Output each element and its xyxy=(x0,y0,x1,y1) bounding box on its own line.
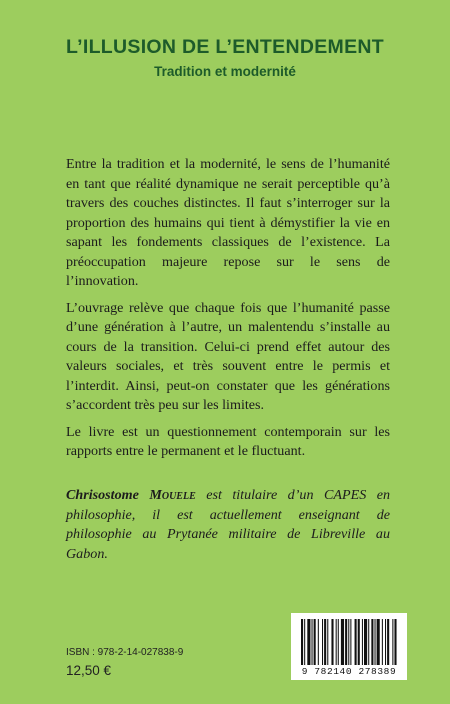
isbn-label: ISBN : 978-2-14-027838-9 xyxy=(66,647,184,658)
barcode-bar xyxy=(385,619,386,665)
barcode-bar xyxy=(368,619,369,665)
summary-paragraph-3: Le livre est un questionnement contemporain sur les rapports entre le permanent et le fluctuant. xyxy=(66,423,390,459)
barcode-bar xyxy=(307,619,310,665)
author-bio xyxy=(66,486,390,564)
book-subtitle: Tradition et modernité xyxy=(154,64,296,79)
barcode-bar xyxy=(375,619,376,665)
barcode-bar xyxy=(314,619,316,665)
barcode-bar xyxy=(336,619,337,665)
barcode-bar xyxy=(338,619,339,665)
back-cover-summary xyxy=(66,155,390,469)
author-bio-text: est titulaire d’un CAPES en philosophie, il est actuellement enseignant de philosophie au Prytanée militaire de Libreville au Gabon. xyxy=(66,487,390,562)
summary-paragraph-1: Entre la tradition et la modernité, le sens de l’humanité en tant que réalité dynamique ne serait perceptible qu’à travers des couches distinctes. Il faut s’interroger sur la proportion des humains qui tient à démystifier la vie en sapant les fondements classiques de l’existence. La préoccupation majeure repose sur le sens de l’innovation. xyxy=(66,156,390,289)
barcode-bar xyxy=(341,619,344,665)
barcode-bar xyxy=(312,619,313,665)
author-last-name: Mouele xyxy=(149,487,196,503)
barcode-bar xyxy=(387,619,389,665)
barcode-panel xyxy=(291,613,407,680)
barcode-bar xyxy=(322,619,323,665)
author-first-name: Chrisostome xyxy=(66,487,139,503)
barcode-bar xyxy=(324,619,326,665)
barcode-bar xyxy=(394,619,396,665)
barcode-bar xyxy=(304,619,305,665)
barcode-bar xyxy=(364,619,367,665)
barcode-bar xyxy=(350,619,351,665)
barcode-bar xyxy=(301,619,303,665)
barcode-bar xyxy=(382,619,383,665)
barcode-bar xyxy=(371,619,373,665)
price-label: 12,50 € xyxy=(66,663,112,678)
barcode-digits: 9 782140 278389 xyxy=(301,666,397,677)
barcode-bar xyxy=(355,619,357,665)
barcode-bar xyxy=(348,619,349,665)
summary-paragraph-2: L’ouvrage relève que chaque fois que l’humanité passe d’une génération à l’autre, un malentendu s’installe au cours de la transition. Celui-ci prend effet autour des valeurs sociales, et très souvent entre le permis et l’interdit. Ainsi, peut-on constater que les générations s’accordent très peu sur les limites. xyxy=(66,299,390,413)
book-title: L’ILLUSION DE L’ENTENDEMENT xyxy=(66,36,384,58)
barcode-bar xyxy=(377,619,380,665)
barcode-bar xyxy=(392,619,393,665)
barcode-bar xyxy=(345,619,347,665)
barcode-bar xyxy=(318,619,319,665)
barcode-bar xyxy=(362,619,363,665)
author-name xyxy=(66,487,196,503)
ean13-barcode-icon xyxy=(291,613,407,667)
barcode-bar xyxy=(327,619,328,665)
barcode-bar xyxy=(331,619,333,665)
barcode-bar xyxy=(358,619,360,665)
